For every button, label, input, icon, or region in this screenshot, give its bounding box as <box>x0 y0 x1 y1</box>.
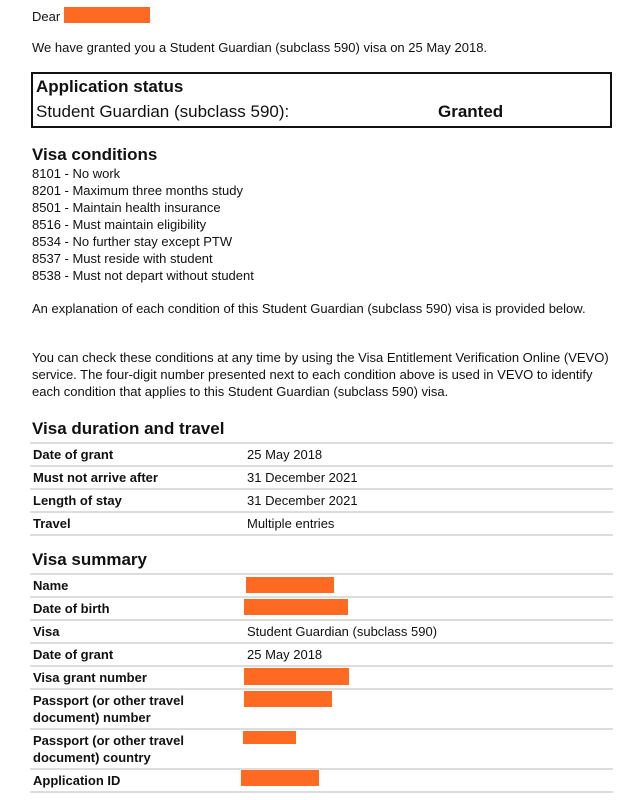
condition-item: 8201 - Maximum three months study <box>32 183 243 198</box>
duration-table <box>30 442 613 536</box>
conditions-heading: Visa conditions <box>32 145 158 164</box>
table-row <box>30 512 613 535</box>
row-value: 25 May 2018 <box>244 443 613 466</box>
row-value: 31 December 2021 <box>244 466 613 489</box>
table-row <box>30 666 613 689</box>
status-title: Application status <box>36 77 184 96</box>
row-label: Name <box>30 574 244 597</box>
redacted-value <box>243 731 296 744</box>
table-row <box>30 443 613 466</box>
table-row <box>30 574 613 597</box>
row-value <box>244 729 613 769</box>
table-row <box>30 689 613 729</box>
row-label: Date of grant <box>30 643 244 666</box>
redacted-name <box>64 7 150 23</box>
table-row <box>30 769 613 792</box>
redacted-value <box>244 668 349 685</box>
row-label: Date of birth <box>30 597 244 620</box>
condition-item: 8101 - No work <box>32 166 121 181</box>
row-value <box>244 689 613 729</box>
table-row <box>30 466 613 489</box>
vevo-text: You can check these conditions at any time by using the Visa Entitlement Verification Online (VEVO) service. The four-digit number presented next to each condition above is used in VEVO to identify each condition that applies to this Student Guardian (subclass 590) visa. <box>32 350 609 399</box>
row-value: 25 May 2018 <box>244 643 613 666</box>
intro-text: We have granted you a Student Guardian (subclass 590) visa on 25 May 2018. <box>32 40 488 55</box>
row-value <box>244 597 613 620</box>
table-row <box>30 643 613 666</box>
condition-item: 8516 - Must maintain eligibility <box>32 217 207 232</box>
table-row <box>30 597 613 620</box>
redacted-value <box>244 599 348 615</box>
row-value: Student Guardian (subclass 590) <box>244 620 613 643</box>
conditions-explanation: An explanation of each condition of this Student Guardian (subclass 590) visa is provided below. <box>32 301 586 316</box>
table-row <box>30 489 613 512</box>
condition-item: 8538 - Must not depart without student <box>32 268 254 283</box>
row-value <box>244 769 613 792</box>
conditions-list <box>32 165 254 284</box>
row-label: Passport (or other travel document) country <box>30 729 244 769</box>
redacted-value <box>246 577 334 593</box>
row-label: Must not arrive after <box>30 466 244 489</box>
duration-heading: Visa duration and travel <box>32 419 225 438</box>
row-label: Passport (or other travel document) number <box>30 689 244 729</box>
row-label: Visa <box>30 620 244 643</box>
condition-item: 8501 - Maintain health insurance <box>32 200 221 215</box>
row-value: Multiple entries <box>244 512 613 535</box>
row-value <box>244 666 613 689</box>
greeting: Dear <box>32 9 61 24</box>
table-row <box>30 620 613 643</box>
row-label: Application ID <box>30 769 244 792</box>
condition-item: 8537 - Must reside with student <box>32 251 213 266</box>
status-value: Granted <box>438 102 504 121</box>
row-value: 31 December 2021 <box>244 489 613 512</box>
row-label: Date of grant <box>30 443 244 466</box>
redacted-value <box>241 770 319 786</box>
summary-heading: Visa summary <box>32 550 147 569</box>
row-label: Travel <box>30 512 244 535</box>
redacted-value <box>244 691 332 707</box>
summary-table <box>30 573 613 793</box>
application-status-box <box>31 72 612 128</box>
status-label: Student Guardian (subclass 590): <box>36 102 290 121</box>
condition-item: 8534 - No further stay except PTW <box>32 234 233 249</box>
row-label: Visa grant number <box>30 666 244 689</box>
table-row <box>30 729 613 769</box>
row-value <box>244 574 613 597</box>
row-label: Length of stay <box>30 489 244 512</box>
